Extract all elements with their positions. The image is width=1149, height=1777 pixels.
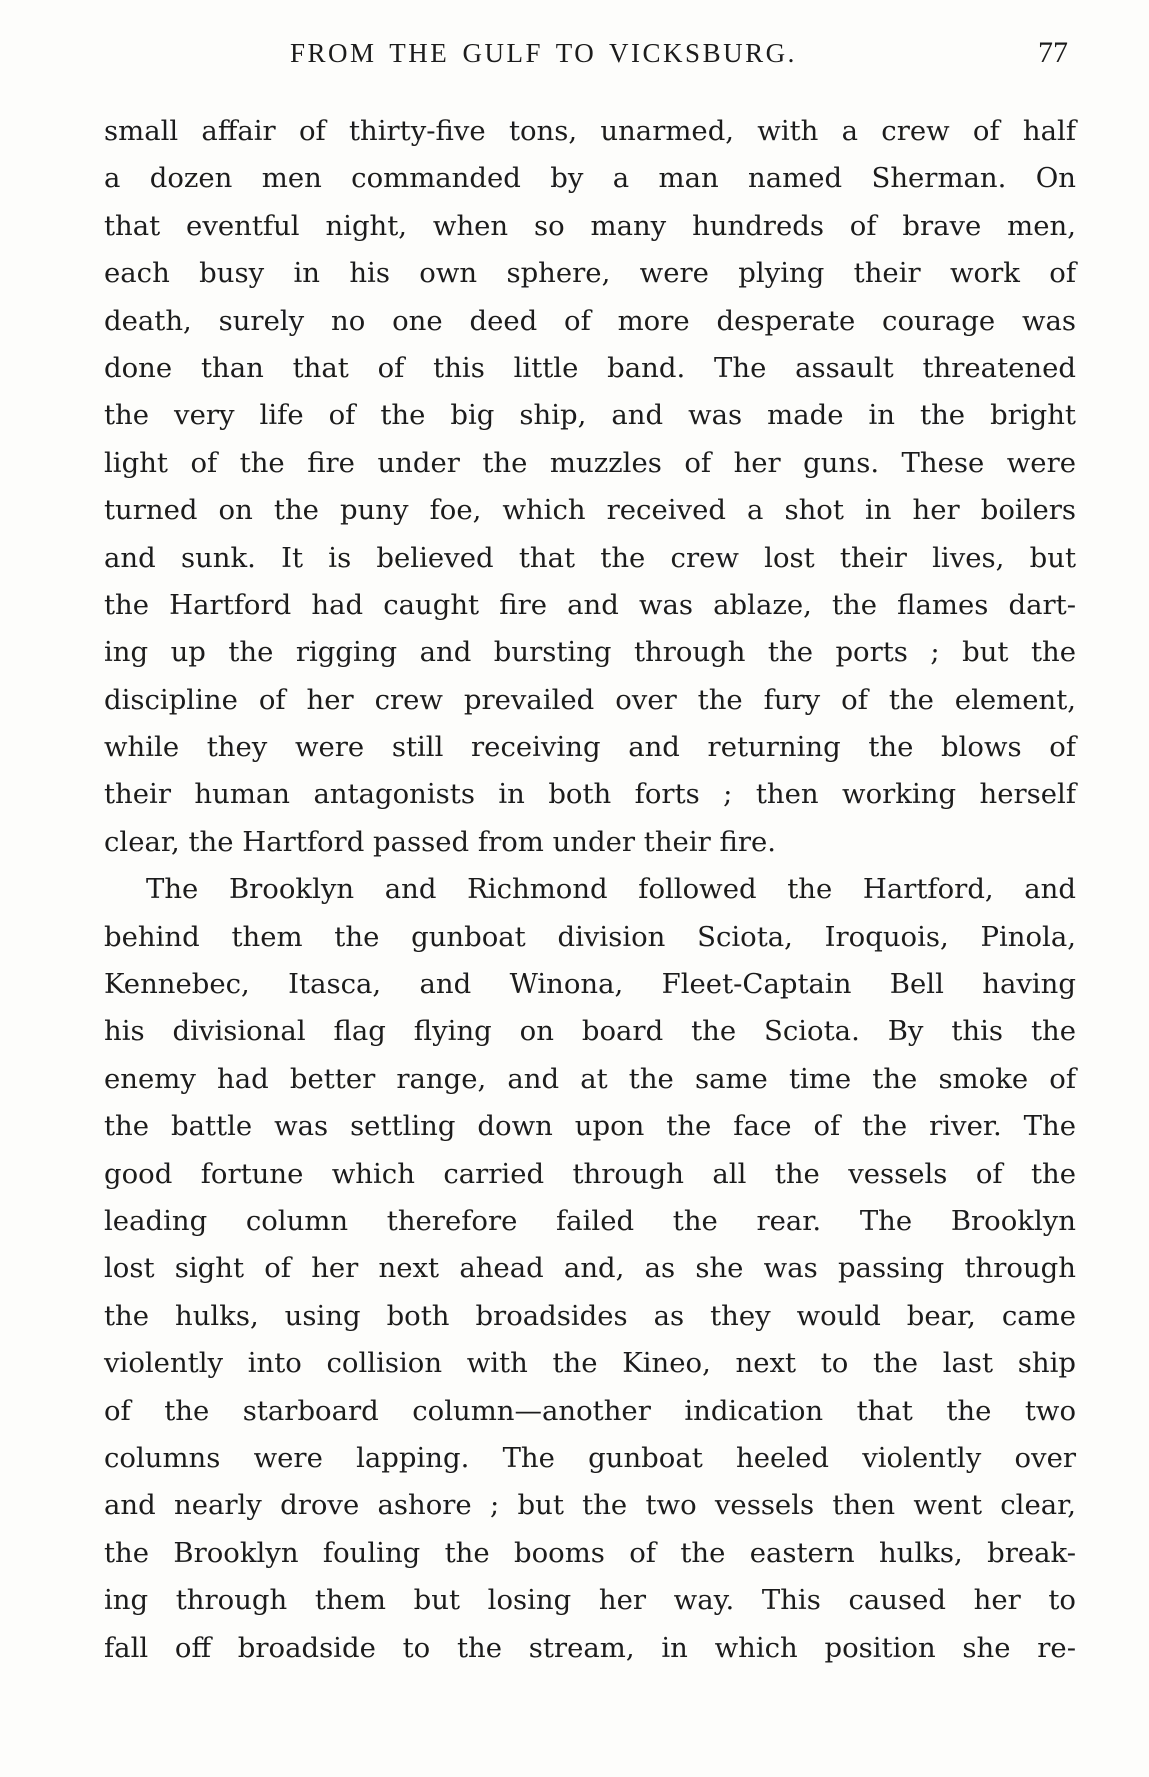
text-line: the hulks, using both broadsides as they would bear, came <box>104 1299 1076 1332</box>
text-line: fall off broadside to the stream, in which position she re- <box>104 1631 1076 1664</box>
text-line: the Brooklyn fouling the booms of the eastern hulks, break- <box>104 1536 1076 1569</box>
text-line: the Hartford had caught fire and was ablaze, the flames dart- <box>104 588 1076 621</box>
text-line: leading column therefore failed the rear. The Brooklyn <box>104 1204 1076 1237</box>
text-line: enemy had better range, and at the same time the smoke of <box>104 1062 1076 1095</box>
text-line: Kennebec, Itasca, and Winona, Fleet-Captain Bell having <box>104 968 1076 1001</box>
text-line: the very life of the big ship, and was made in the bright <box>104 399 1076 432</box>
text-line: discipline of her crew prevailed over the fury of the element, <box>104 683 1076 716</box>
text-line: and nearly drove ashore ; but the two vessels then went clear, <box>104 1489 1076 1522</box>
text-line: lost sight of her next ahead and, as she was passing through <box>104 1252 1076 1285</box>
text-line: that eventful night, when so many hundreds of brave men, <box>104 209 1076 242</box>
text-line: clear, the Hartford passed from under their fire. <box>104 825 777 858</box>
running-head <box>0 38 1149 78</box>
text-line: ing up the rigging and bursting through the ports ; but the <box>104 636 1076 669</box>
text-line: their human antagonists in both forts ; then working herself <box>104 778 1076 811</box>
text-line: a dozen men commanded by a man named Sherman. On <box>104 162 1076 195</box>
text-line: his divisional flag flying on board the Sciota. By this the <box>104 1015 1076 1048</box>
text-line: death, surely no one deed of more desperate courage was <box>104 304 1076 337</box>
body-text <box>104 108 1076 1672</box>
text-line: ing through them but losing her way. This caused her to <box>104 1584 1076 1617</box>
text-line: light of the fire under the muzzles of her guns. These were <box>104 446 1076 479</box>
text-line: turned on the puny foe, which received a shot in her boilers <box>104 494 1076 527</box>
text-line: done than that of this little band. The assault threatened <box>104 351 1076 384</box>
text-line: good fortune which carried through all the vessels of the <box>104 1157 1076 1190</box>
paragraph-1 <box>104 108 1076 866</box>
text-line: behind them the gunboat division Sciota, Iroquois, Pinola, <box>104 920 1076 953</box>
text-line: and sunk. It is believed that the crew lost their lives, but <box>104 541 1076 574</box>
text-line: while they were still receiving and returning the blows of <box>104 731 1076 764</box>
page-number: 77 <box>1038 36 1068 69</box>
running-title: FROM THE GULF TO VICKSBURG. <box>290 38 797 68</box>
text-line: columns were lapping. The gunboat heeled violently over <box>104 1441 1076 1474</box>
text-line: The Brooklyn and Richmond followed the Hartford, and <box>146 873 1076 906</box>
text-line: violently into collision with the Kineo, next to the last ship <box>104 1347 1076 1380</box>
text-line: small affair of thirty-five tons, unarmed, with a crew of half <box>104 115 1076 147</box>
paragraph-2 <box>104 866 1076 1672</box>
text-line: each busy in his own sphere, were plying their work of <box>104 257 1076 290</box>
text-line: the battle was settling down upon the face of the river. The <box>104 1110 1076 1143</box>
text-line: of the starboard column—another indication that the two <box>104 1394 1076 1427</box>
